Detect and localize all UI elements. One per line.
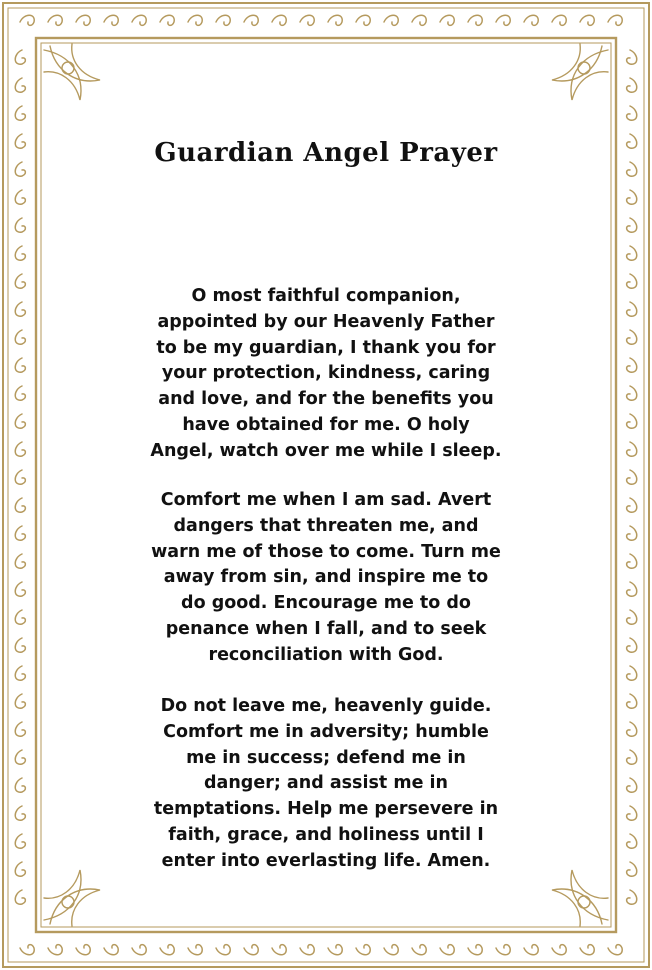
scroll-ornament — [15, 890, 25, 904]
scroll-ornament — [76, 15, 90, 25]
scroll-ornament — [412, 945, 426, 955]
scroll-ornament — [627, 554, 637, 568]
scroll-ornament — [627, 890, 637, 904]
scroll-ornament — [15, 666, 25, 680]
scroll-ornament — [15, 554, 25, 568]
scroll-ornament — [328, 945, 342, 955]
scroll-ornament — [15, 526, 25, 540]
scroll-ornament — [552, 15, 566, 25]
scroll-ornament — [627, 610, 637, 624]
scroll-ornament — [627, 638, 637, 652]
scroll-ornament — [627, 218, 637, 232]
scroll-ornament — [15, 246, 25, 260]
scroll-ornament — [15, 722, 25, 736]
scroll-ornament — [188, 945, 202, 955]
scroll-ornament — [627, 470, 637, 484]
scroll-ornament — [15, 610, 25, 624]
scroll-ornament — [15, 330, 25, 344]
scroll-ornament — [244, 15, 258, 25]
scroll-ornament — [15, 106, 25, 120]
scroll-ornament — [300, 945, 314, 955]
scroll-ornament — [412, 15, 426, 25]
scroll-ornament — [15, 302, 25, 316]
scroll-ornament — [160, 15, 174, 25]
prayer-paragraph-2: Comfort me when I am sad. Avert dangers that threaten me, and warn me of those to come. Turn me away from sin, and inspire me to do good. Encourage me to do penance when I fall, and to seek reconciliation with God. — [151, 490, 501, 665]
page-title: Guardian Angel Prayer — [154, 138, 498, 168]
scroll-ornament — [627, 78, 637, 92]
scroll-ornament — [15, 834, 25, 848]
scroll-ornament — [104, 15, 118, 25]
scroll-ornament — [627, 778, 637, 792]
scroll-ornament — [608, 15, 622, 25]
scroll-ornament — [104, 945, 118, 955]
scroll-ornament — [20, 945, 34, 955]
scroll-ornament — [356, 15, 370, 25]
scroll-ornament — [627, 862, 637, 876]
scroll-ornament — [15, 498, 25, 512]
scroll-ornament — [188, 15, 202, 25]
scroll-ornament — [627, 582, 637, 596]
scroll-ornament — [496, 945, 510, 955]
scroll-ornament — [328, 15, 342, 25]
scroll-ornament — [524, 15, 538, 25]
scroll-ornament — [15, 750, 25, 764]
scroll-ornament — [15, 190, 25, 204]
scroll-ornament — [48, 15, 62, 25]
scroll-ornament — [627, 330, 637, 344]
scroll-ornament — [627, 246, 637, 260]
scroll-ornament — [15, 638, 25, 652]
scroll-ornament — [15, 442, 25, 456]
scroll-ornament — [15, 862, 25, 876]
scroll-ornament — [160, 945, 174, 955]
scroll-ornament — [627, 302, 637, 316]
scroll-ornament — [627, 834, 637, 848]
scroll-ornament — [15, 806, 25, 820]
scroll-ornament — [300, 15, 314, 25]
scroll-ornament — [15, 386, 25, 400]
scroll-ornament — [468, 15, 482, 25]
scroll-ornament — [440, 15, 454, 25]
scroll-ornament — [496, 15, 510, 25]
scroll-ornament — [244, 945, 258, 955]
scroll-ornament — [15, 218, 25, 232]
scroll-ornament — [440, 945, 454, 955]
scroll-ornament — [627, 722, 637, 736]
scroll-ornament — [552, 945, 566, 955]
scroll-ornament — [468, 945, 482, 955]
scroll-ornament — [627, 526, 637, 540]
scroll-ornament — [76, 945, 90, 955]
scroll-ornament — [580, 945, 594, 955]
prayer-paragraph-3: Do not leave me, heavenly guide. Comfort me in adversity; humble me in success; defend me in danger; and assist me in temptations. Help me persevere in faith, grace, and holiness until I enter into everlasting life. Amen. — [153, 696, 499, 871]
scroll-ornament — [48, 945, 62, 955]
scroll-ornament — [627, 666, 637, 680]
scroll-ornament — [627, 274, 637, 288]
scroll-ornament — [627, 386, 637, 400]
scroll-ornament — [627, 806, 637, 820]
scroll-ornament — [15, 274, 25, 288]
scroll-ornament — [272, 15, 286, 25]
scroll-ornament — [216, 15, 230, 25]
prayer-paragraph-1: O most faithful companion, appointed by our Heavenly Father to be my guardian, I thank you for your protection, kindness, caring and love, and for the benefits you have obtained for me. O holy Angel, watch over me while I sleep. — [150, 286, 502, 461]
scroll-ornament — [627, 750, 637, 764]
scroll-ornament — [608, 945, 622, 955]
scroll-ornament — [627, 50, 637, 64]
scroll-ornament — [15, 778, 25, 792]
scroll-ornament — [627, 442, 637, 456]
scroll-ornament — [627, 106, 637, 120]
scroll-ornament — [356, 945, 370, 955]
scroll-ornament — [384, 945, 398, 955]
scroll-ornament — [627, 694, 637, 708]
scroll-ornament — [20, 15, 34, 25]
scroll-ornament — [216, 945, 230, 955]
scroll-ornament — [627, 358, 637, 372]
scroll-ornament — [15, 358, 25, 372]
scroll-ornament — [627, 498, 637, 512]
scroll-ornament — [15, 78, 25, 92]
scroll-ornament — [15, 694, 25, 708]
scroll-ornament — [15, 582, 25, 596]
scroll-ornament — [15, 470, 25, 484]
scroll-ornament — [627, 190, 637, 204]
scroll-ornament — [627, 414, 637, 428]
scroll-ornament — [524, 945, 538, 955]
scroll-ornament — [132, 945, 146, 955]
scroll-ornament — [15, 414, 25, 428]
scroll-ornament — [15, 50, 25, 64]
scroll-ornament — [272, 945, 286, 955]
scroll-ornament — [132, 15, 146, 25]
scroll-ornament — [580, 15, 594, 25]
scroll-ornament — [384, 15, 398, 25]
